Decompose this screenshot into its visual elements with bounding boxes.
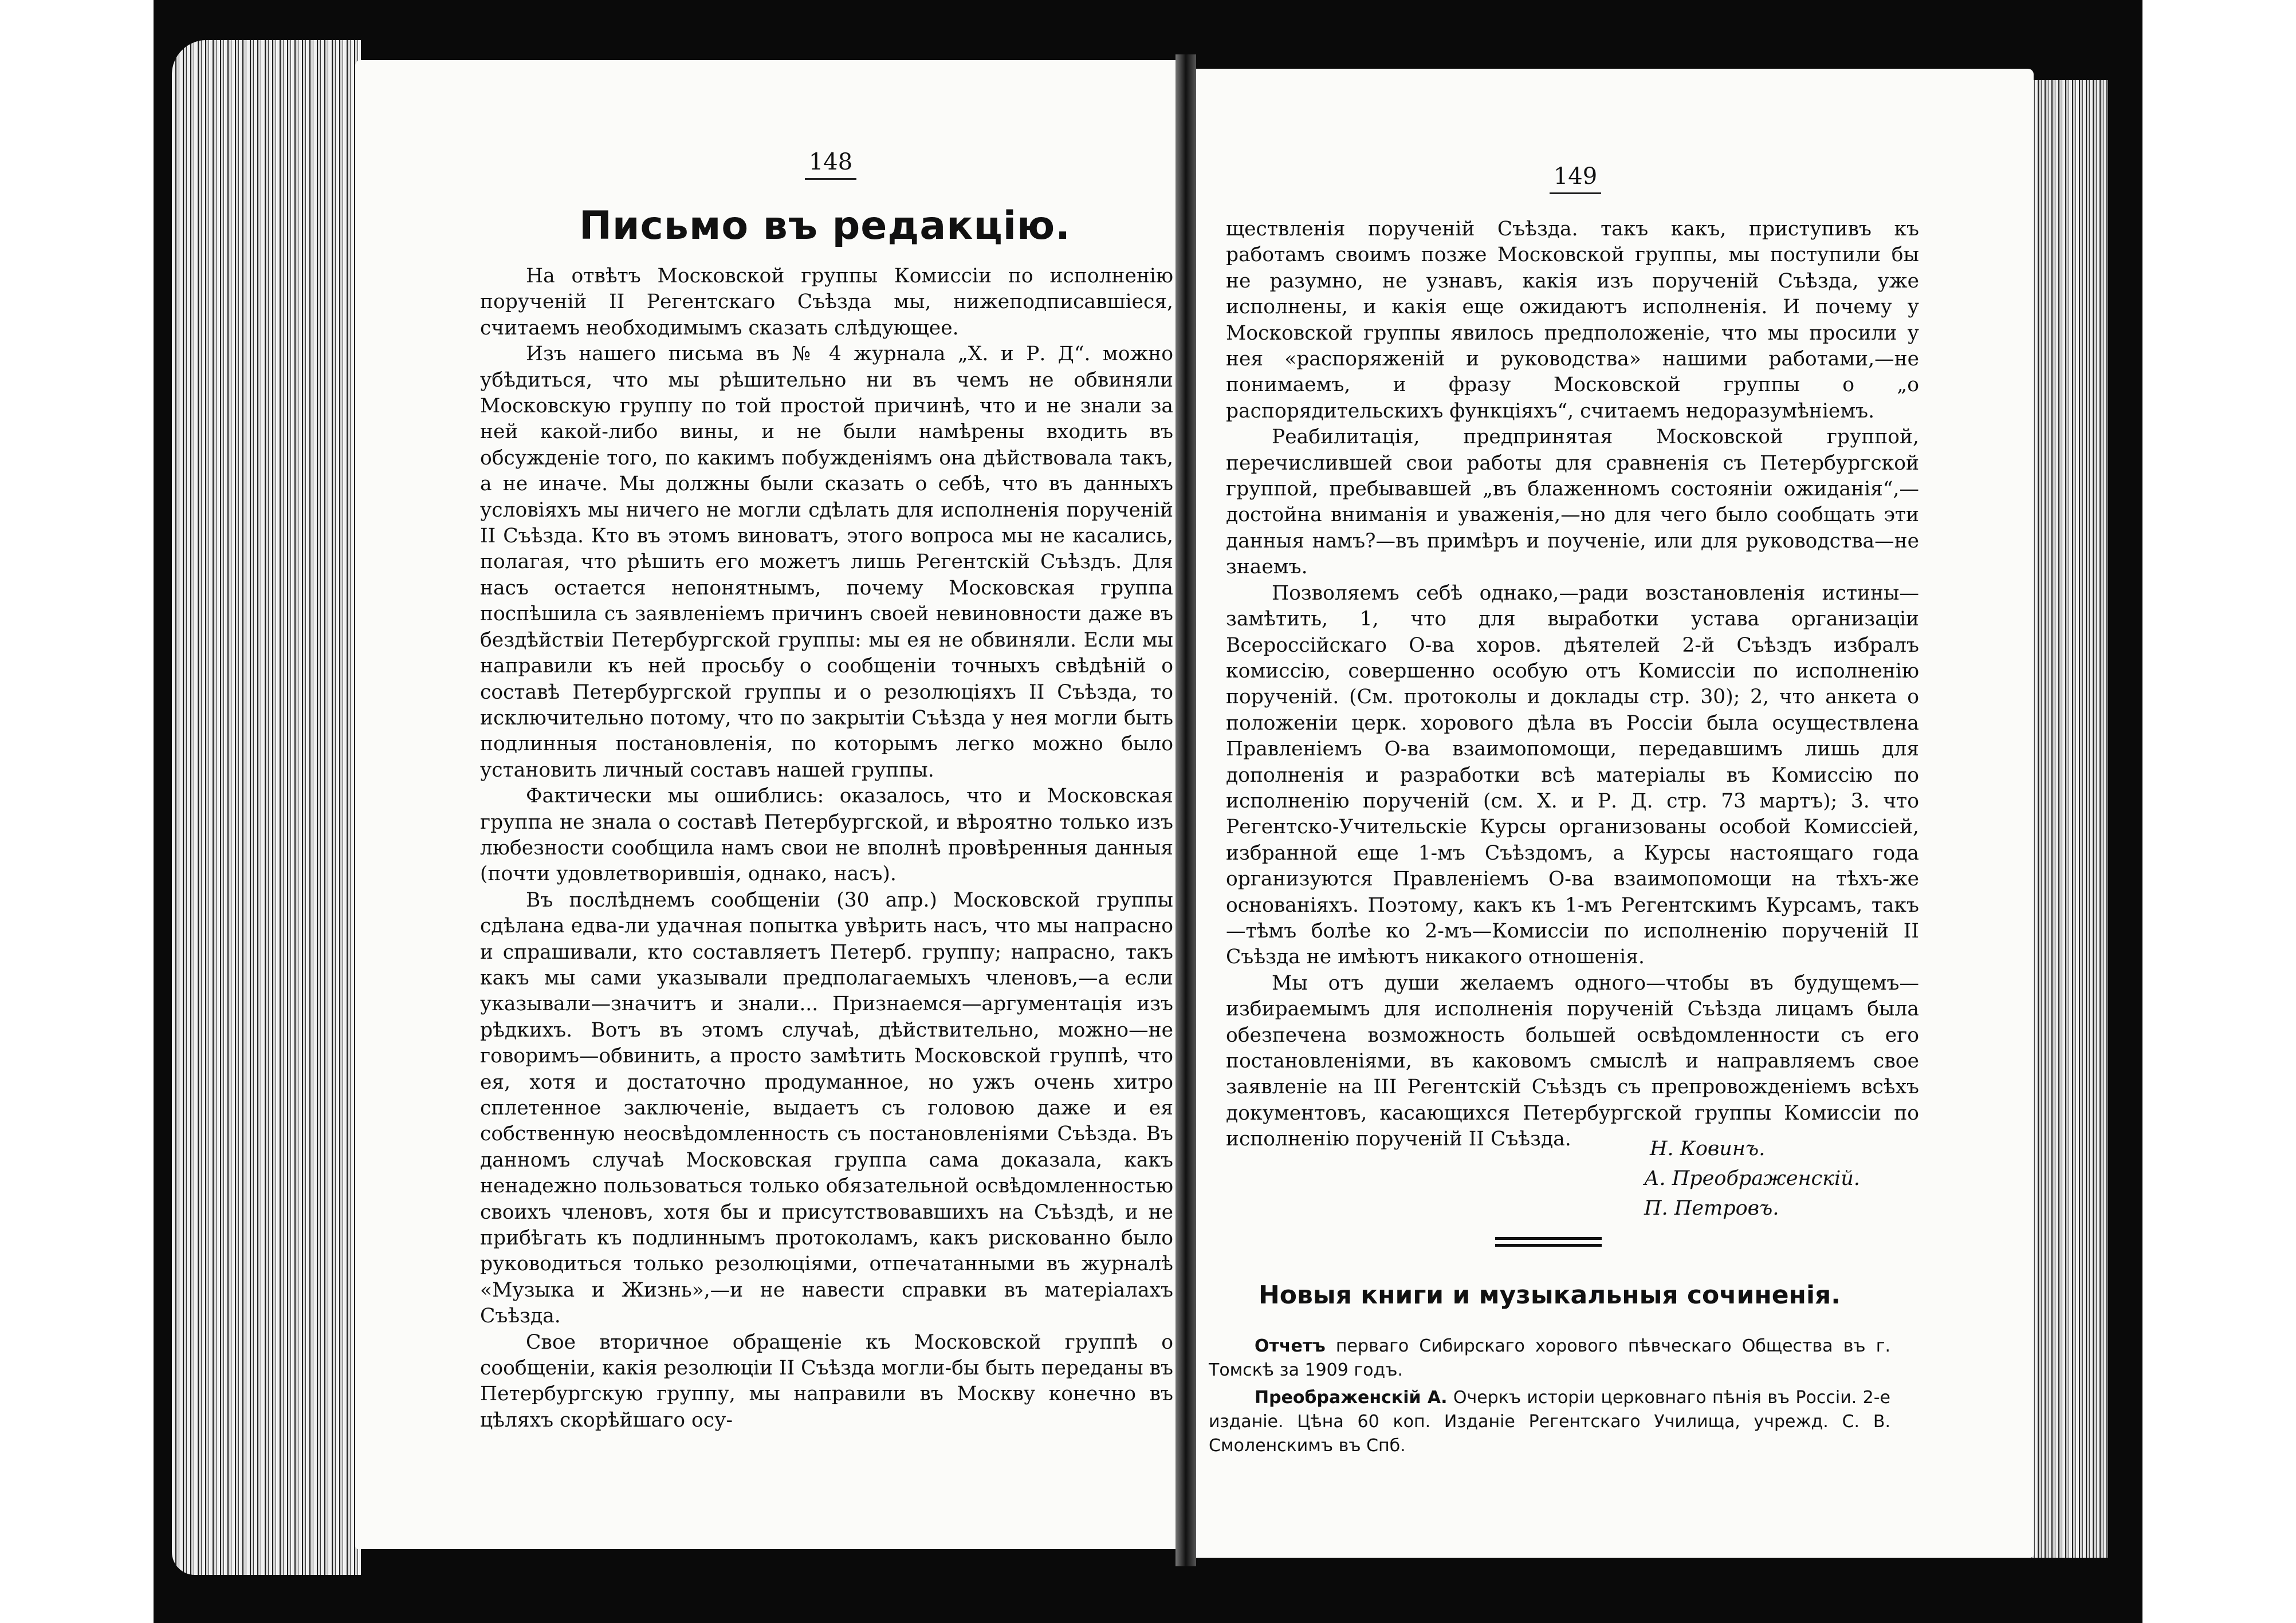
book-entry-text: Очеркъ исторіи церковнаго пѣнія въ Россіи. 2-е изданіе. Цѣна 60 коп. Изданіе Регентскаго Училища, учрежд. С. В. Смоленскимъ въ Спб. [1209,1388,1890,1456]
right-paragraph-3: Позволяемъ себѣ однако,—ради возстановленія истины—замѣтить, 1, что для выработки устава организаціи Всероссійскаго О-ва хоров. дѣятелей 2-й Съѣздъ избралъ комиссію, совершенно особую отъ Комиссіи по исполненію порученій. (См. протоколы и доклады стр. 30); 2, что анкета о положеніи церк. хорового дѣла въ Россіи была осуществлена Правленіемъ О-ва взаимопомощи, передавшимъ лишь для дополненія и разработки всѣ матеріалы въ Комиссію по исполненію порученій (см. Х. и Р. Д. стр. 73 мартъ); 3. что Регентско-Учительскіе Курсы организованы особой Комиссіей, избранной еще 1-мъ Съѣздомъ, а Курсы настоящаго года организуются Правленіемъ О-ва взаимопомощи на тѣхъ-же основаніяхъ. Поэтому, какъ къ 1-мъ Регентскимъ Курсамъ, такъ—тѣмъ болѣе ко 2-мъ—Комиссіи по исполненію порученій II Съѣзда не имѣютъ никакого отношенія. [1226,581,1919,969]
book-entry [1209,1334,1890,1382]
book-entry-lead: Преображенскій А. [1255,1388,1448,1408]
section-divider [1495,1237,1602,1250]
right-paragraph-2: Реабилитація, предпринятая Московской группой, перечислившей свои работы для сравненія съ Петербургской группой, пребывавшей „въ блаженномъ состояніи ожиданія“,—достойна вниманія и уваженія,—но для чего было сообщать эти данныя намъ?—въ примѣръ и поученіе, или для руководства—не знаемъ. [1226,426,1919,579]
book-gutter [1175,54,1196,1566]
new-books-heading: Новыя книги и музыкальныя сочиненія. [1258,1281,1841,1310]
book-entry-text: перваго Сибирскаго хорового пѣвческаго Общества въ г. Томскѣ за 1909 годъ. [1209,1336,1890,1380]
left-paragraph-5: Свое вторичное обращеніе къ Московской группѣ о сообщеніи, какія резолюціи II Съѣзда могли-бы быть переданы въ Петербургскую группу, мы направили въ Москву конечно въ цѣляхъ скорѣйшаго осу- [480,1330,1173,1432]
left-paragraph-4: Въ послѣднемъ сообщеніи (30 апр.) Московской группы сдѣлана едва-ли удачная попытка увѣрить насъ, что мы напрасно и спрашивали, кто составляетъ Петерб. группу; напрасно, такъ какъ мы сами указывали предполагаемыхъ членовъ,—а если указывали—значитъ и знали... Признаемся—аргументація изъ рѣдкихъ. Вотъ въ этомъ случаѣ, дѣйствительно, можно—не говоримъ—обвинить, а просто замѣтить Московской группѣ, что ея, хотя и достаточно продуманное, но ужъ очень хитро сплетенное заключеніе, выдаетъ съ головою даже и ея собственную неосвѣдомленность съ постановленіями Съѣзда. Въ данномъ случаѣ Московская группа сама доказала, какъ ненадежно пользоваться только обязательной освѣдомленностью своихъ членовъ, хотя бы и присутствовавшихъ на Съѣздѣ, и не прибѣгать къ подлиннымъ протоколамъ, какъ рискованно было руководиться только резолюціями, отпечатанными въ журналѣ «Музыка и Жизнь»,—и не навести справки въ матеріалахъ Съѣзда. [480,888,1173,1328]
signature-preobrazhensky: А. Преображенскій. [1644,1167,1861,1190]
signatures [1644,1134,1873,1223]
signature-petrov: П. Петровъ. [1644,1197,1779,1220]
left-paragraph-1: На отвѣтъ Московской группы Комиссіи по исполненію порученій II Регентскаго Съѣзда мы, нижеподписавшіеся, считаемъ необходимымъ сказать слѣдующее. [480,265,1173,340]
right-page-number: 149 [1535,163,1615,190]
left-paragraph-2: Изъ нашего письма въ № 4 журнала „Х. и Р. Д“. можно убѣдиться, что мы рѣшительно ни въ чемъ не обвиняли Московскую группу по той простой причинѣ, что и не знали за ней какой-либо вины, и не были намѣрены входить въ обсужденіе того, по какимъ побужденіямъ она дѣйствовала такъ, а не иначе. Мы должны были сказать о себѣ, что въ данныхъ условіяхъ мы ничего не могли сдѣлать для исполненія порученій II Съѣзда. Кто въ этомъ виноватъ, этого вопроса мы не касались, полагая, что рѣшить его можетъ лишь Регентскій Съѣздъ. Для насъ остается непонятнымъ, почему Московская группа поспѣшила съ заявленіемъ причинъ своей невиновности даже въ бездѣйствіи Петербургской группы: мы ея не обвиняли. Если мы направили къ ней просьбу о сообщеніи точныхъ свѣдѣній о составѣ Петербургской группы и о резолюціяхъ II Съѣзда, то исключительно потому, что по закрытіи Съѣзда у нея могли быть подлинныя постановленія, по которымъ легко можно было установить личный составъ нашей группы. [480,342,1173,782]
book-entry [1209,1386,1890,1458]
right-page-text [1226,216,1919,1153]
right-paragraph-1: ществленія порученій Съѣзда. такъ какъ, приступивъ къ работамъ своимъ позже Московской группы, мы поступили бы не разумно, не узнавъ, какія изъ порученій Съѣзда, уже исполнены, и какія еще ожидаютъ исполненія. И почему у Московской группы явилось предположеніе, что мы просили у нея «распоряженій и руководства» нашими работами,—не понимаемъ, и фразу Московской группы о „о распорядительскихъ функціяхъ“, считаемъ недоразумѣніемъ. [1226,218,1919,423]
signature-kovin: Н. Ковинъ. [1650,1137,1766,1160]
right-paragraph-4: Мы отъ души желаемъ одного—чтобы въ будущемъ—избираемымъ для исполненія порученій Съѣзда лицамъ была обезпечена возможность большей освѣдомленности съ его постановленіями, въ каковомъ смыслѣ и направляемъ свое заявленіе на III Регентскій Съѣздъ съ препровожденіемъ всѣхъ документовъ, касающихся Петербургской группы Комиссіи по исполненію порученій II Съѣзда. [1226,971,1919,1151]
left-paragraph-3: Фактически мы ошиблись: оказалось, что и Московская группа не знала о составѣ Петербургской, и вѣроятно только изъ любезности сообщила намъ свои не вполнѣ провѣренныя данныя (почти удовлетворившія, однако, насъ). [480,785,1173,886]
left-page-text [480,263,1173,1433]
letter-title: Письмо въ редакцію. [579,203,1071,249]
book-entry-lead: Отчетъ [1255,1336,1326,1356]
new-books-list [1209,1334,1890,1462]
left-page-edges [172,40,361,1575]
left-page-number: 148 [791,149,871,175]
right-page-edges [2028,80,2108,1558]
